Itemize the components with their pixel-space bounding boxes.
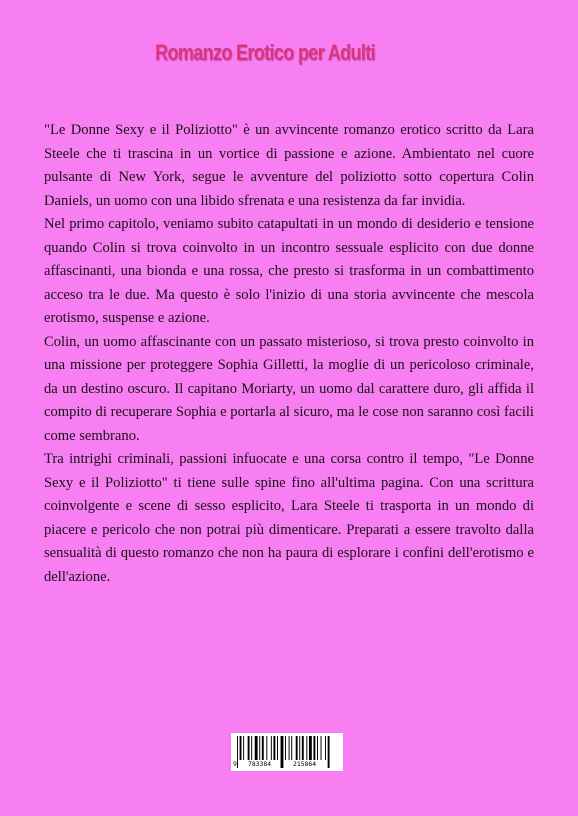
barcode-bar: [325, 736, 326, 760]
blurb-paragraph: "Le Donne Sexy e il Poliziotto" è un avvincente romanzo erotico scritto da Lara Steele che ti trascina in un vortice di passione e azione. Ambientato nel cuore pulsante di New York, segue le avventure del poliziotto sotto copertura Colin Daniels, un uomo con una libido sfrenata e una resistenza da far invidia.: [44, 122, 534, 209]
cover-title: Romanzo Erotico per Adulti: [155, 40, 375, 65]
barcode-digits-right: 215864: [293, 760, 317, 768]
barcode-bar: [291, 736, 292, 760]
barcode-bar: [299, 736, 300, 760]
barcode-bar: [266, 736, 267, 760]
barcode-bar: [313, 736, 315, 760]
blurb-paragraph: Nel primo capitolo, veniamo subito catapultati in un mondo di desiderio e tensione quando Colin si trova coinvolto in un incontro sessuale esplicito con due donne affascinanti, una bionda e una rossa, che presto si trasforma in un combattimento acceso tra le due. Ma questo è solo l'inizio di una storia avvincente che mescola erotismo, suspense e azione.: [44, 216, 534, 326]
barcode-bar: [251, 736, 252, 760]
barcode-bar: [248, 736, 250, 760]
barcode-bar: [259, 736, 260, 760]
barcode-bar: [255, 736, 258, 760]
barcode-bar: [289, 736, 290, 760]
barcode-bar: [262, 736, 264, 760]
barcode-bar: [302, 736, 304, 760]
barcode-bar: [243, 736, 244, 760]
barcode-bar: [306, 736, 307, 760]
barcode-bar: [240, 736, 242, 760]
blurb-paragraph: Colin, un uomo affascinante con un passato misterioso, si trova presto coinvolto in una missione per proteggere Sophia Gilletti, la moglie di un pericoloso criminale, da un destino oscuro. Il capitano Moriarty, un uomo dal carattere duro, gli affida il compito di recuperare Sophia e portarla al sicuro, ma le cose non saranno così facili come sembrano.: [44, 333, 534, 444]
barcode-bar: [317, 736, 318, 760]
barcode-digits: [231, 759, 343, 770]
barcode-bar: [273, 736, 275, 760]
cover-blurb: [44, 119, 534, 589]
blurb-paragraph: Tra intrighi criminali, passioni infuocate e una corsa contro il tempo, "Le Donne Sexy e il Poliziotto" ti tiene sulle spine fino all'ultima pagina. Con una scrittura coinvolgente e scene di sesso esplicito, Lara Steele ti trasporta in un mondo di piacere e pericolo che non potrai più dimenticare. Preparati a essere travolto dalla sensualità di questo romanzo che non ha paura di esplorare i confini dell'erotismo e dell'azione.: [44, 451, 534, 585]
barcode-bar: [271, 736, 272, 760]
barcode-digits-left: 783384: [248, 760, 272, 768]
barcode-bar: [285, 736, 286, 760]
barcode-bar: [309, 736, 312, 760]
barcode-bar: [277, 736, 278, 760]
barcode-bar: [296, 736, 298, 760]
isbn-barcode: [231, 733, 343, 771]
barcode-digit-first: 9: [233, 760, 237, 768]
barcode-bar: [321, 736, 322, 760]
